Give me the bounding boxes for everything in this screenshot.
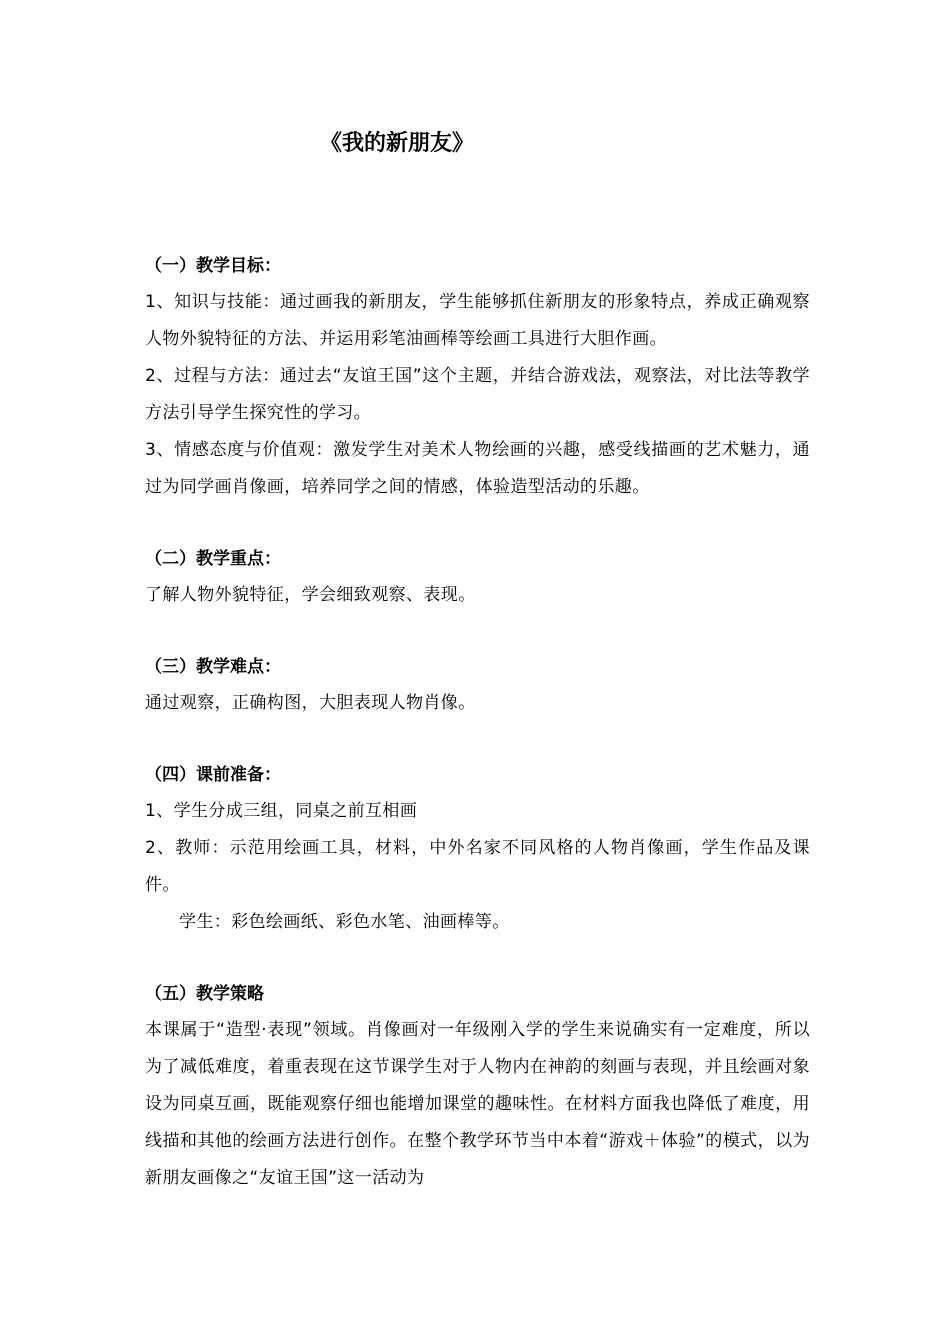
paragraph: 1、知识与技能：通过画我的新朋友，学生能够抓住新朋友的形象特点，养成正确观察人物外貌特征的方法、并运用彩笔油画棒等绘画工具进行大胆作画。 (145, 292, 810, 349)
section-heading-key-points: （二）教学重点： (145, 549, 281, 569)
paragraph: 了解人物外貌特征，学会细致观察、表现。 (145, 585, 476, 605)
section-heading-difficulties: （三）教学难点： (145, 657, 281, 677)
section-spacer (145, 506, 810, 541)
section-spacer (145, 722, 810, 757)
paragraph: 1、学生分成三组，同桌之前互相画 (145, 801, 418, 821)
section-heading-preparation: （四）课前准备： (145, 765, 281, 785)
paragraph: 2、过程与方法：通过去“友谊王国”这个主题，并结合游戏法，观察法，对比法等教学方法引导学生探究性的学习。 (145, 366, 810, 423)
document-title: 《我的新朋友》 (320, 131, 475, 156)
paragraph: 学生：彩色绘画纸、彩色水笔、油画棒等。 (179, 912, 510, 932)
section-spacer (145, 941, 810, 976)
section-heading-objectives: （一）教学目标： (145, 256, 281, 276)
document-body (145, 248, 810, 1197)
paragraph: 通过观察，正确构图，大胆表现人物肖像。 (145, 693, 476, 713)
paragraph: 本课属于“造型·表现”领域。肖像画对一年级刚入学的学生来说确实有一定难度，所以为了减低难度，着重表现在这节课学生对于人物内在神韵的刻画与表现，并且绘画对象设为同桌互画，既能观察仔细也能增加课堂的趣味性。在材料方面我也降低了难度，用线描和其他的绘画方法进行创作。在整个教学环节当中本着“游戏＋体验”的模式，以为新朋友画像之“友谊王国”这一活动为 (145, 1020, 810, 1188)
paragraph: 3、情感态度与价值观：激发学生对美术人物绘画的兴趣，感受线描画的艺术魅力，通过为同学画肖像画，培养同学之间的情感，体验造型活动的乐趣。 (145, 440, 810, 497)
section-spacer (145, 614, 810, 649)
paragraph: 2、教师：示范用绘画工具，材料，中外名家不同风格的人物肖像画，学生作品及课件。 (145, 838, 810, 895)
section-heading-strategy: （五）教学策略 (145, 984, 264, 1004)
